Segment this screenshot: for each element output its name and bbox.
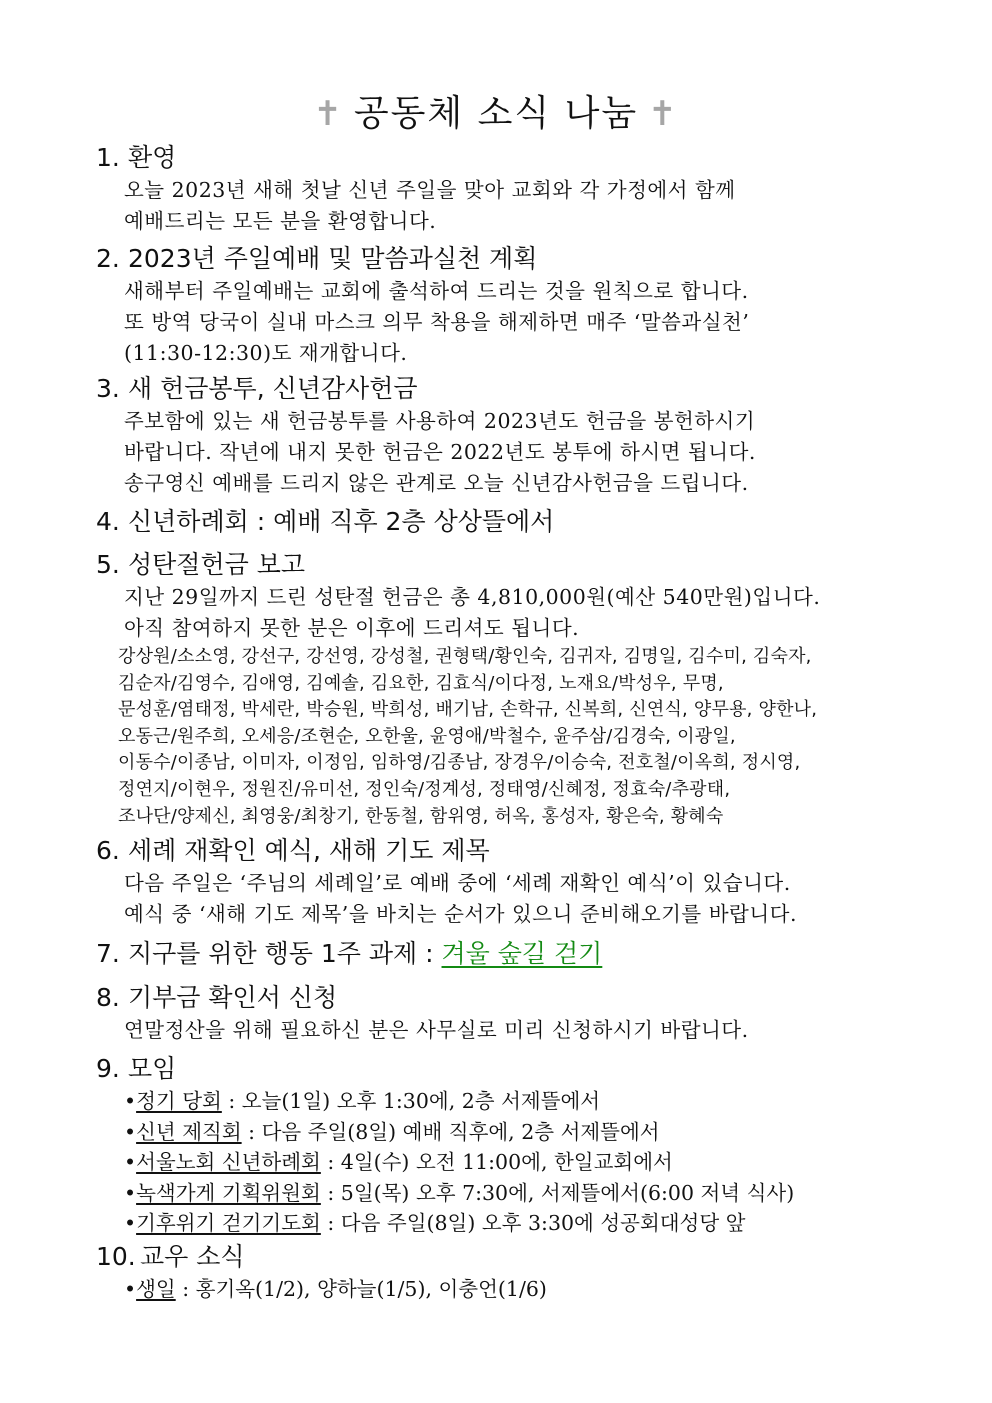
list-item: 이동수/이종남, 이미자, 이정임, 임하영/김종남, 장경우/이승숙, 전호철/이옥희, 정시영, bbox=[118, 752, 801, 774]
list-item: •신년 제직회 : 다음 주일(8일) 예배 직후에, 2층 서제뜰에서 bbox=[124, 1119, 660, 1144]
bullet-icon: • bbox=[124, 1277, 137, 1301]
earth-action-task-link[interactable]: 겨울 숲길 걷기 bbox=[441, 939, 603, 968]
section-body: 새해부터 주일예배는 교회에 출석하여 드리는 것을 원칙으로 합니다. 또 방역 당국이 실내 마스크 의무 착용을 해제하면 매주 ‘말씀과실천’ (11:30-12:30)도 재개합니다. bbox=[124, 279, 750, 365]
section-offering-envelope bbox=[96, 372, 896, 499]
bullet-icon: • bbox=[124, 1089, 137, 1113]
section-heading: 5. 성탄절헌금 보고 bbox=[96, 550, 305, 579]
birthday-label: 생일 bbox=[136, 1277, 176, 1301]
list-item: 강상원/소소영, 강선구, 강선영, 강성철, 권형택/황인숙, 김귀자, 김명일, 김수미, 김숙자, bbox=[118, 646, 812, 667]
list-item: •서울노회 신년하례회 : 4일(수) 오전 11:00에, 한일교회에서 bbox=[124, 1150, 673, 1174]
list-item: 김순자/김영수, 김애영, 김예솔, 김요한, 김효식/이다정, 노재요/박성우, 무명, bbox=[118, 672, 724, 694]
list-item: 정연지/이현우, 정원진/유미선, 정인숙/정계성, 정태영/신혜정, 정효숙/추광태, bbox=[118, 778, 731, 800]
list-item: 조나단/양제신, 최영웅/최창기, 한동철, 함위영, 허옥, 홍성자, 황은숙, 황혜숙 bbox=[118, 805, 724, 827]
meeting-label: 녹색가게 기획위원회 bbox=[136, 1180, 321, 1205]
list-item: •생일 : 홍기옥(1/2), 양하늘(1/5), 이충언(1/6) bbox=[124, 1277, 547, 1301]
section-body: 지난 29일까지 드린 성탄절 헌금은 총 4,810,000원(예산 540만원)입니다. 아직 참여하지 못한 분은 이후에 드리셔도 됩니다. bbox=[124, 585, 821, 640]
cross-icon: ✝ bbox=[313, 94, 344, 134]
section-welcome bbox=[96, 141, 896, 237]
section-meetings bbox=[96, 1052, 896, 1239]
section-body: 주보함에 있는 새 헌금봉투를 사용하여 2023년도 헌금을 봉헌하시기 바랍니다. 작년에 내지 못한 헌금은 2022년도 봉투에 하시면 됩니다. 송구영신 예배를 드리지 않은 관계로 오늘 신년감사헌금을 드립니다. bbox=[124, 409, 756, 495]
section-heading: 4. 신년하례회 : 예배 직후 2층 상상뜰에서 bbox=[96, 507, 555, 536]
list-item: •기후위기 걷기기도회 : 다음 주일(8일) 오후 3:30에 성공회대성당 앞 bbox=[124, 1211, 746, 1235]
member-news-list bbox=[96, 1274, 896, 1305]
section-member-news bbox=[96, 1240, 896, 1305]
section-donation-receipt bbox=[96, 981, 896, 1046]
section-heading: 6. 세례 재확인 예식, 새해 기도 제목 bbox=[96, 836, 490, 865]
meeting-label: 서울노회 신년하례회 bbox=[136, 1150, 321, 1174]
bullet-icon: • bbox=[124, 1150, 137, 1174]
section-earth-action bbox=[96, 937, 896, 971]
section-heading: 1. 환영 bbox=[96, 143, 177, 172]
page-title bbox=[0, 88, 992, 140]
section-body: 연말정산을 위해 필요하신 분은 사무실로 미리 신청하시기 바랍니다. bbox=[124, 1018, 749, 1042]
donor-name-list bbox=[118, 644, 896, 830]
bullet-icon: • bbox=[124, 1211, 137, 1235]
section-worship-plan bbox=[96, 242, 896, 369]
list-item: 문성훈/염태정, 박세란, 박승원, 박희성, 배기남, 손학규, 신복희, 신연식, 양무용, 양한나, bbox=[118, 699, 818, 721]
section-heading: 9. 모임 bbox=[96, 1054, 177, 1083]
section-heading: 3. 새 헌금봉투, 신년감사헌금 bbox=[96, 374, 418, 403]
section-heading: 8. 기부금 확인서 신청 bbox=[96, 983, 338, 1012]
meeting-label: 신년 제직회 bbox=[136, 1119, 242, 1144]
bullet-icon: • bbox=[124, 1119, 137, 1144]
cross-icon: ✝ bbox=[648, 94, 679, 134]
meeting-label: 기후위기 걷기기도회 bbox=[136, 1211, 321, 1235]
meeting-label: 정기 당회 bbox=[136, 1089, 222, 1113]
bullet-icon: • bbox=[124, 1180, 137, 1205]
list-item: •녹색가게 기획위원회 : 5일(목) 오후 7:30에, 서제뜰에서(6:00 저녁 식사) bbox=[124, 1180, 795, 1205]
section-body: 다음 주일은 ‘주님의 세례일’로 예배 중에 ‘세례 재확인 예식’이 있습니다. 예식 중 ‘새해 기도 제목’을 바치는 순서가 있으니 준비해오기를 바랍니다. bbox=[124, 871, 797, 926]
page-title-text: 공동체 소식 나눔 bbox=[353, 93, 639, 134]
section-heading: 7. 지구를 위한 행동 1주 과제 : 겨울 숲길 걷기 bbox=[96, 939, 603, 968]
list-item: •정기 당회 : 오늘(1일) 오후 1:30에, 2층 서제뜰에서 bbox=[124, 1089, 601, 1113]
section-body: 오늘 2023년 새해 첫날 신년 주일을 맞아 교회와 각 가정에서 함께 예배드리는 모든 분을 환영합니다. bbox=[124, 178, 736, 233]
section-baptism-reaffirmation bbox=[96, 834, 896, 930]
meeting-list bbox=[96, 1086, 896, 1239]
section-heading: 10. 교우 소식 bbox=[96, 1242, 245, 1271]
list-item: 오동근/원주희, 오세응/조현순, 오한울, 윤영애/박철수, 윤주삼/김경숙, 이광일, bbox=[118, 725, 736, 747]
section-heading: 2. 2023년 주일예배 및 말씀과실천 계획 bbox=[96, 244, 538, 273]
section-new-year-gathering bbox=[96, 505, 896, 539]
section-christmas-offering bbox=[96, 548, 896, 830]
